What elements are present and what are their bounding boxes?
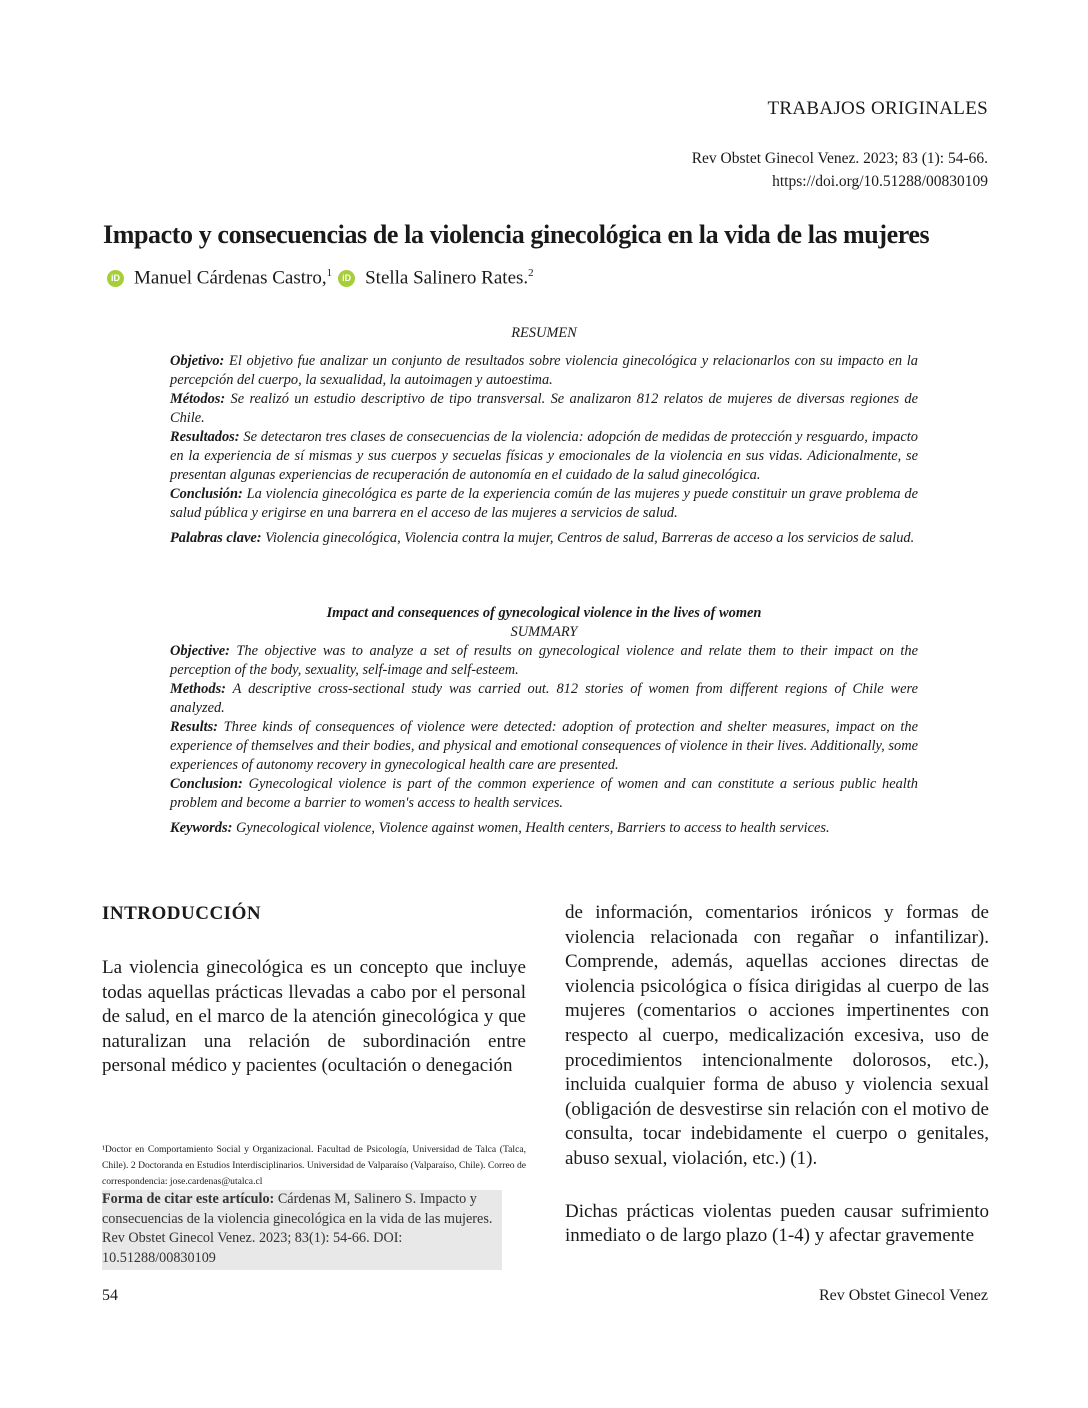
section-heading-introduccion: INTRODUCCIÓN	[102, 903, 262, 924]
resumen-resultados: Resultados: Se detectaron tres clases de consecuencias de la violencia: adopción de medidas de protección y resguardo, impacto en la experiencia de sí mismas y sus cuerpos y secuelas físicas y emocionales de la violencia en sus vidas. Adicionalmente, se presentan algunas experiencias de recuperación de autonomía en el cuidado de la salud ginecológica.	[170, 429, 918, 483]
journal-citation	[692, 147, 988, 193]
resumen-metodos: Métodos: Se realizó un estudio descriptivo de tipo transversal. Se analizaron 812 relatos de mujeres de diversas regiones de Chile.	[170, 391, 918, 426]
affiliation-footnote: ¹Doctor en Comportamiento Social y Organizacional. Facultad de Psicología, Universidad de Talca (Talca, Chile). 2 Doctoranda en Estudios Interdisciplinarios. Universidad de Valparaíso (Valparaíso, Chile). Correo de correspondencia: jose.cardenas@utalca.cl	[102, 1144, 526, 1187]
how-to-cite-box: Forma de citar este artículo: Cárdenas M, Salinero S. Impacto y consecuencias de la violencia ginecológica en la vida de las mujeres. Rev Obstet Ginecol Venez. 2023; 83(1): 54-66. DOI: 10.51288/00830109	[102, 1190, 502, 1270]
resumen-keywords: Palabras clave: Violencia ginecológica, Violencia contra la mujer, Centros de salud, Barreras de acceso a los servicios de salud.	[170, 530, 915, 546]
resumen-block	[170, 324, 918, 548]
summary-objective: Objective: The objective was to analyze a set of results on gynecological violence and relate them to their impact on the perception of the body, sexuality, self-image and self-esteem.	[170, 643, 918, 678]
right-column	[565, 901, 989, 1249]
summary-heading: SUMMARY	[510, 624, 578, 640]
summary-conclusion: Conclusion: Gynecological violence is part of the common experience of women and can constitute a serious public health problem and become a barrier to women's access to health services.	[170, 776, 918, 811]
journal-footer: Rev Obstet Ginecol Venez	[819, 1287, 988, 1304]
body-paragraph: La violencia ginecológica es un concepto que incluye todas aquellas prácticas llevadas a cabo por el personal de salud, en el marco de la atención ginecológica y que naturalizan una relación de subordinación entre personal médico y pacientes (ocultación o denegación	[102, 957, 526, 1077]
body-paragraph: de información, comentarios irónicos y formas de violencia relacionada con regañar o infantilizar). Comprende, además, aquellas acciones directas de violencia psicológica o física dirigidas al cuerpo de las mujeres (comentarios o acciones impertinentes con respecto al cuerpo, medicalización excesiva, uso de procedimientos intencionalmente dolorosos, etc.), incluida cualquier forma de abuso y violencia sexual (obligación de desvestirse sin relación con el motivo de consulta, tocar indebidamente el cuerpo o genitales, abuso sexual, violación, etc.) (1).	[565, 902, 989, 1169]
citation-line: Rev Obstet Ginecol Venez. 2023; 83 (1): 54-66.	[691, 150, 988, 167]
resumen-objetivo: Objetivo: El objetivo fue analizar un conjunto de resultados sobre violencia ginecológica y relacionarlos con su impacto en la percepción del cuerpo, la sexualidad, la autoimagen y autoestima.	[170, 353, 918, 388]
author-list	[107, 267, 540, 289]
orcid-icon[interactable]: iD	[338, 270, 355, 287]
english-title: Impact and consequences of gynecological violence in the lives of women	[326, 605, 762, 621]
article-title: Impacto y consecuencias de la violencia ginecológica en la vida de las mujeres	[103, 220, 930, 249]
left-column	[102, 956, 526, 1079]
summary-methods: Methods: A descriptive cross-sectional study was carried out. 812 stories of women from different regions of Chile were analyzed.	[170, 681, 918, 716]
resumen-conclusion: Conclusión: La violencia ginecológica es parte de la experiencia común de las mujeres y puede constituir un grave problema de salud pública y erigirse en una barrera en el acceso de las mujeres a servicios de salud.	[170, 486, 918, 521]
body-paragraph: Dichas prácticas violentas pueden causar sufrimiento inmediato o de largo plazo (1-4) y afectar gravemente	[565, 1200, 989, 1247]
section-label: TRABAJOS ORIGINALES	[767, 98, 988, 119]
page-number: 54	[102, 1287, 118, 1304]
summary-block	[170, 604, 918, 838]
resumen-heading: RESUMEN	[511, 325, 577, 341]
summary-results: Results: Three kinds of consequences of violence were detected: adoption of protection and shelter measures, impact on the experience of themselves and their bodies, and physical and emotional consequences of violence in their lives. Additionally, some experiences of autonomy recovery in gynecological health care are presented.	[170, 719, 918, 773]
orcid-icon[interactable]: iD	[107, 270, 124, 287]
author-name[interactable]: Manuel Cárdenas Castro,$^1$	[134, 267, 333, 289]
author-name[interactable]: Stella Salinero Rates.$^2$	[365, 267, 534, 289]
doi-link[interactable]: https://doi.org/10.51288/00830109	[772, 173, 988, 190]
summary-keywords: Keywords: Gynecological violence, Violence against women, Health centers, Barriers to access to health services.	[170, 820, 830, 836]
